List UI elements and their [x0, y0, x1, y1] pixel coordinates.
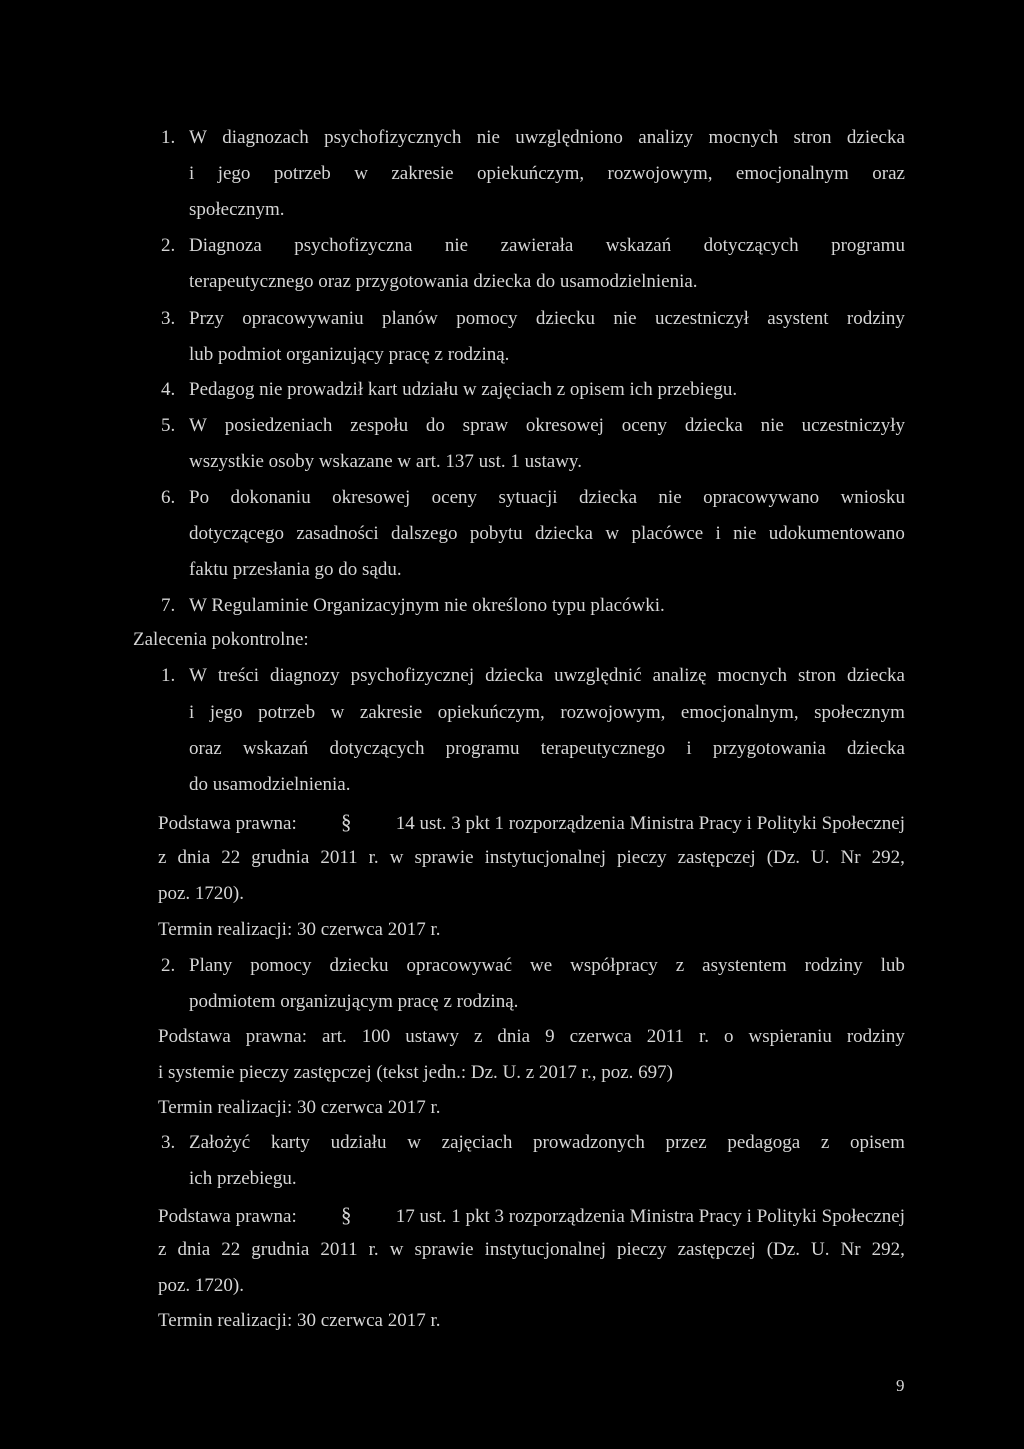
section-sign: §: [341, 1203, 352, 1227]
finding-number: 2.: [161, 235, 176, 256]
finding-text-line: Po dokonaniu okresowej oceny sytuacji dziecka nie opracowywano wniosku: [189, 487, 905, 508]
deadline: Termin realizacji: 30 czerwca 2017 r.: [158, 1310, 441, 1331]
recommendation-text-line: oraz wskazań dotyczących programu terapeutycznego i przygotowania dziecka: [189, 738, 905, 759]
legal-basis-line: Podstawa prawna: art. 100 ustawy z dnia 9 czerwca 2011 r. o wspieraniu rodziny: [158, 1026, 905, 1047]
recommendations-heading: Zalecenia pokontrolne:: [133, 629, 309, 650]
legal-basis-label: Podstawa prawna:: [158, 1206, 297, 1227]
deadline: Termin realizacji: 30 czerwca 2017 r.: [158, 919, 441, 940]
finding-text-line: Przy opracowywaniu planów pomocy dziecku nie uczestniczył asystent rodziny: [189, 308, 905, 329]
legal-basis-text: 14 ust. 3 pkt 1 rozporządzenia Ministra Pracy i Polityki Społecznej: [395, 813, 905, 834]
deadline: Termin realizacji: 30 czerwca 2017 r.: [158, 1097, 441, 1118]
recommendation-text-line: podmiotem organizującym pracę z rodziną.: [189, 991, 519, 1012]
finding-text-line: W diagnozach psychofizycznych nie uwzględniono analizy mocnych stron dziecka: [189, 127, 905, 148]
recommendation-text-line: Założyć karty udziału w zajęciach prowadzonych przez pedagoga z opisem: [189, 1132, 905, 1153]
legal-basis-text: 17 ust. 1 pkt 3 rozporządzenia Ministra Pracy i Polityki Społecznej: [395, 1206, 905, 1227]
legal-basis-line: poz. 1720).: [158, 1275, 245, 1296]
legal-basis-line: i systemie pieczy zastępczej (tekst jedn.: Dz. U. z 2017 r., poz. 697): [158, 1062, 673, 1083]
recommendation-text-line: ich przebiegu.: [189, 1168, 297, 1189]
finding-text-line: Pedagog nie prowadził kart udziału w zajęciach z opisem ich przebiegu.: [189, 379, 738, 400]
finding-text-line: W Regulaminie Organizacyjnym nie określono typu placówki.: [189, 595, 665, 616]
finding-number: 1.: [161, 127, 176, 148]
finding-number: 5.: [161, 415, 176, 436]
recommendation-number: 1.: [161, 665, 176, 686]
finding-text-line: społecznym.: [189, 199, 285, 220]
finding-text-line: lub podmiot organizujący pracę z rodziną.: [189, 344, 510, 365]
recommendation-text-line: do usamodzielnienia.: [189, 774, 351, 795]
legal-basis-label: Podstawa prawna:: [158, 813, 297, 834]
recommendation-text-line: Plany pomocy dziecku opracowywać we współpracy z asystentem rodziny lub: [189, 955, 905, 976]
legal-basis-line: z dnia 22 grudnia 2011 r. w sprawie instytucjonalnej pieczy zastępczej (Dz. U. Nr 292,: [158, 1239, 905, 1260]
finding-number: 4.: [161, 379, 176, 400]
finding-number: 6.: [161, 487, 176, 508]
finding-text-line: wszystkie osoby wskazane w art. 137 ust. 1 ustawy.: [189, 451, 582, 472]
section-sign: §: [341, 810, 352, 834]
recommendation-number: 3.: [161, 1132, 176, 1153]
recommendation-text-line: W treści diagnozy psychofizycznej dziecka uwzględnić analizę mocnych stron dziecka: [189, 665, 905, 686]
recommendation-text-line: i jego potrzeb w zakresie opiekuńczym, rozwojowym, emocjonalnym, społecznym: [189, 702, 905, 723]
finding-text-line: Diagnoza psychofizyczna nie zawierała wskazań dotyczących programu: [189, 235, 905, 256]
finding-text-line: W posiedzeniach zespołu do spraw okresowej oceny dziecka nie uczestniczyły: [189, 415, 905, 436]
finding-number: 3.: [161, 308, 176, 329]
page-number: 9: [896, 1376, 905, 1395]
finding-text-line: terapeutycznego oraz przygotowania dziecka do usamodzielnienia.: [189, 271, 698, 292]
finding-text-line: faktu przesłania go do sądu.: [189, 559, 402, 580]
finding-number: 7.: [161, 595, 176, 616]
finding-text-line: i jego potrzeb w zakresie opiekuńczym, rozwojowym, emocjonalnym oraz: [189, 163, 905, 184]
finding-text-line: dotyczącego zasadności dalszego pobytu dziecka w placówce i nie udokumentowano: [189, 523, 905, 544]
legal-basis-line: [158, 1205, 905, 1226]
legal-basis-line: z dnia 22 grudnia 2011 r. w sprawie instytucjonalnej pieczy zastępczej (Dz. U. Nr 292,: [158, 847, 905, 868]
legal-basis-line: poz. 1720).: [158, 883, 245, 904]
legal-basis-line: [158, 812, 905, 833]
recommendation-number: 2.: [161, 955, 176, 976]
